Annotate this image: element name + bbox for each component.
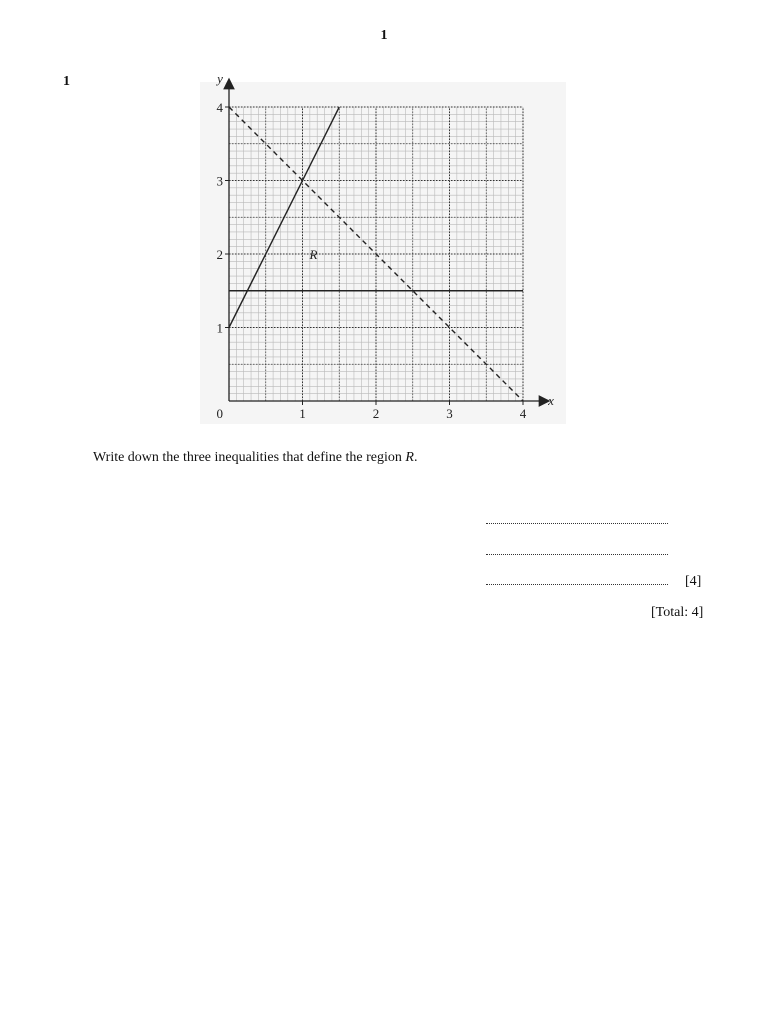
inequality-graph [200,71,566,424]
y-tick-label: 3 [216,173,223,189]
answer-line-2[interactable] [486,540,668,555]
y-axis-label: y [217,71,223,86]
x-tick-label: 3 [446,406,453,421]
y-tick-label: 2 [216,247,223,262]
origin-label: 0 [216,406,223,421]
region-label: R [309,247,318,262]
x-tick-label: 1 [299,406,306,421]
y-tick-label: 1 [216,320,223,336]
page-number: 1 [380,28,388,43]
x-tick-label: 4 [519,406,527,421]
answer-line-3[interactable] [486,570,668,585]
question-text-end: . [413,450,418,465]
answer-line-1[interactable] [486,509,668,524]
question-text-start: Write down the three inequalities that define the region [93,450,406,465]
region-name: R [405,450,414,465]
total-marks: [Total: 4] [651,605,704,620]
y-tick-label: 4 [216,100,223,115]
x-axis-label: x [548,393,554,408]
marks-label: [4] [685,574,702,589]
x-tick-label: 2 [372,406,380,421]
question-number: 1 [63,74,70,89]
question-text [93,450,417,466]
